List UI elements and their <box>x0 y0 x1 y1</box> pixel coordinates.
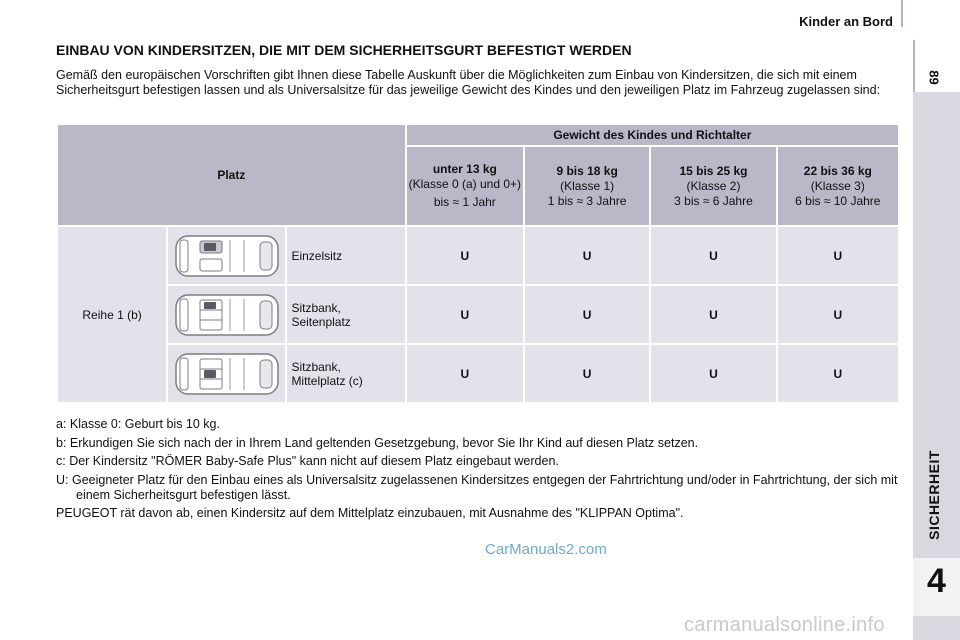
rating-cell: U <box>407 227 523 284</box>
column-age: bis ≈ 1 Jahr <box>433 195 496 209</box>
place-header: Platz <box>58 125 405 225</box>
rating-cell: U <box>407 345 523 402</box>
rating-cell: U <box>407 286 523 343</box>
rating-cell: U <box>651 286 775 343</box>
column-weight: 15 bis 25 kg <box>679 163 748 178</box>
column-class: (Klasse 1) <box>560 178 615 193</box>
seat-label-line: Einzelsitz <box>291 248 343 263</box>
seat-label-line: Sitzbank, <box>291 359 341 374</box>
column-header <box>407 147 523 225</box>
seat-diagram <box>168 345 285 402</box>
watermark-link[interactable]: CarManuals2.com <box>485 541 607 558</box>
weight-header: Gewicht des Kindes und Richtalter <box>407 125 898 145</box>
seat-diagram <box>168 286 285 343</box>
column-age: 1 bis ≈ 3 Jahre <box>547 193 627 208</box>
note-peugeot: PEUGEOT rät davon ab, einen Kindersitz auf dem Mittelplatz einzubauen, mit Ausnahme des "KLIPPAN Optima". <box>56 506 684 520</box>
column-age: 3 bis ≈ 6 Jahre <box>674 193 753 208</box>
seat-diagram <box>168 227 285 284</box>
row-group-label: Reihe 1 (b) <box>58 227 166 402</box>
sidebar-divider <box>913 40 915 92</box>
note-c: c: Der Kindersitz "RÖMER Baby-Safe Plus" kann nicht auf diesem Platz eingebaut werden. <box>56 454 559 468</box>
seat-label-line: Seitenplatz <box>291 314 351 329</box>
rating-cell: U <box>525 286 649 343</box>
header-title: Kinder an Bord <box>799 14 893 29</box>
page-title: EINBAU VON KINDERSITZEN, DIE MIT DEM SICHERHEITSGURT BEFESTIGT WERDEN <box>56 42 632 58</box>
column-class: (Klasse 3) <box>810 178 865 193</box>
seat-label <box>287 345 404 402</box>
column-age: 6 bis ≈ 10 Jahre <box>795 193 881 208</box>
car-seat-diagram-icon <box>174 291 280 339</box>
rating-cell: U <box>651 227 775 284</box>
page-number: 89 <box>926 70 942 85</box>
section-label: SICHERHEIT <box>926 450 942 540</box>
column-header <box>778 147 898 225</box>
note-u: U: Geeigneter Platz für den Einbau eines als Universalsitz zugelassenen Kindersitzes entgegen der Fahrtrichtung und/oder in Fahrtrichtung, der sich mit einem Sicherheitsgurt befestigen lässt. <box>56 472 898 502</box>
intro-paragraph: Gemäß den europäischen Vorschriften gibt Ihnen diese Tabelle Auskunft über die Möglichkeiten zum Einbau von Kindersitzen, die sich mit einem Sicherheitsgurt befestigen lassen und als Universalsitze für das jeweilige Gewicht des Kindes und den jeweiligen Platz im Fahrzeug zugelassen sind: <box>56 68 881 97</box>
column-weight: unter 13 kg <box>432 162 497 176</box>
column-header <box>651 147 775 225</box>
column-weight: 22 bis 36 kg <box>803 163 872 178</box>
rating-cell: U <box>525 345 649 402</box>
note-b: b: Erkundigen Sie sich nach der in Ihrem Land geltenden Gesetzgebung, bevor Sie Ihr Kind auf diesen Platz setzen. <box>56 435 699 450</box>
rating-cell: U <box>651 345 775 402</box>
column-class: (Klasse 0 (a) und 0+) <box>408 177 522 191</box>
child-seat-table <box>56 123 900 404</box>
car-seat-diagram-icon <box>174 350 280 398</box>
rating-cell: U <box>525 227 649 284</box>
seat-label-line: Mittelplatz (c) <box>291 373 363 388</box>
note-a: a: Klasse 0: Geburt bis 10 kg. <box>56 417 220 431</box>
rating-cell: U <box>778 345 898 402</box>
rating-cell: U <box>778 227 898 284</box>
header-divider <box>901 0 903 27</box>
seat-label-line: Sitzbank, <box>291 300 341 315</box>
watermark-footer: carmanualsonline.info <box>684 614 885 636</box>
car-seat-diagram-icon <box>174 232 280 280</box>
column-header <box>525 147 649 225</box>
seat-label <box>287 227 404 284</box>
column-weight: 9 bis 18 kg <box>556 163 618 178</box>
chapter-number: 4 <box>927 562 946 600</box>
column-class: (Klasse 2) <box>686 178 741 193</box>
footnotes <box>56 417 906 525</box>
seat-label <box>287 286 404 343</box>
rating-cell: U <box>778 286 898 343</box>
